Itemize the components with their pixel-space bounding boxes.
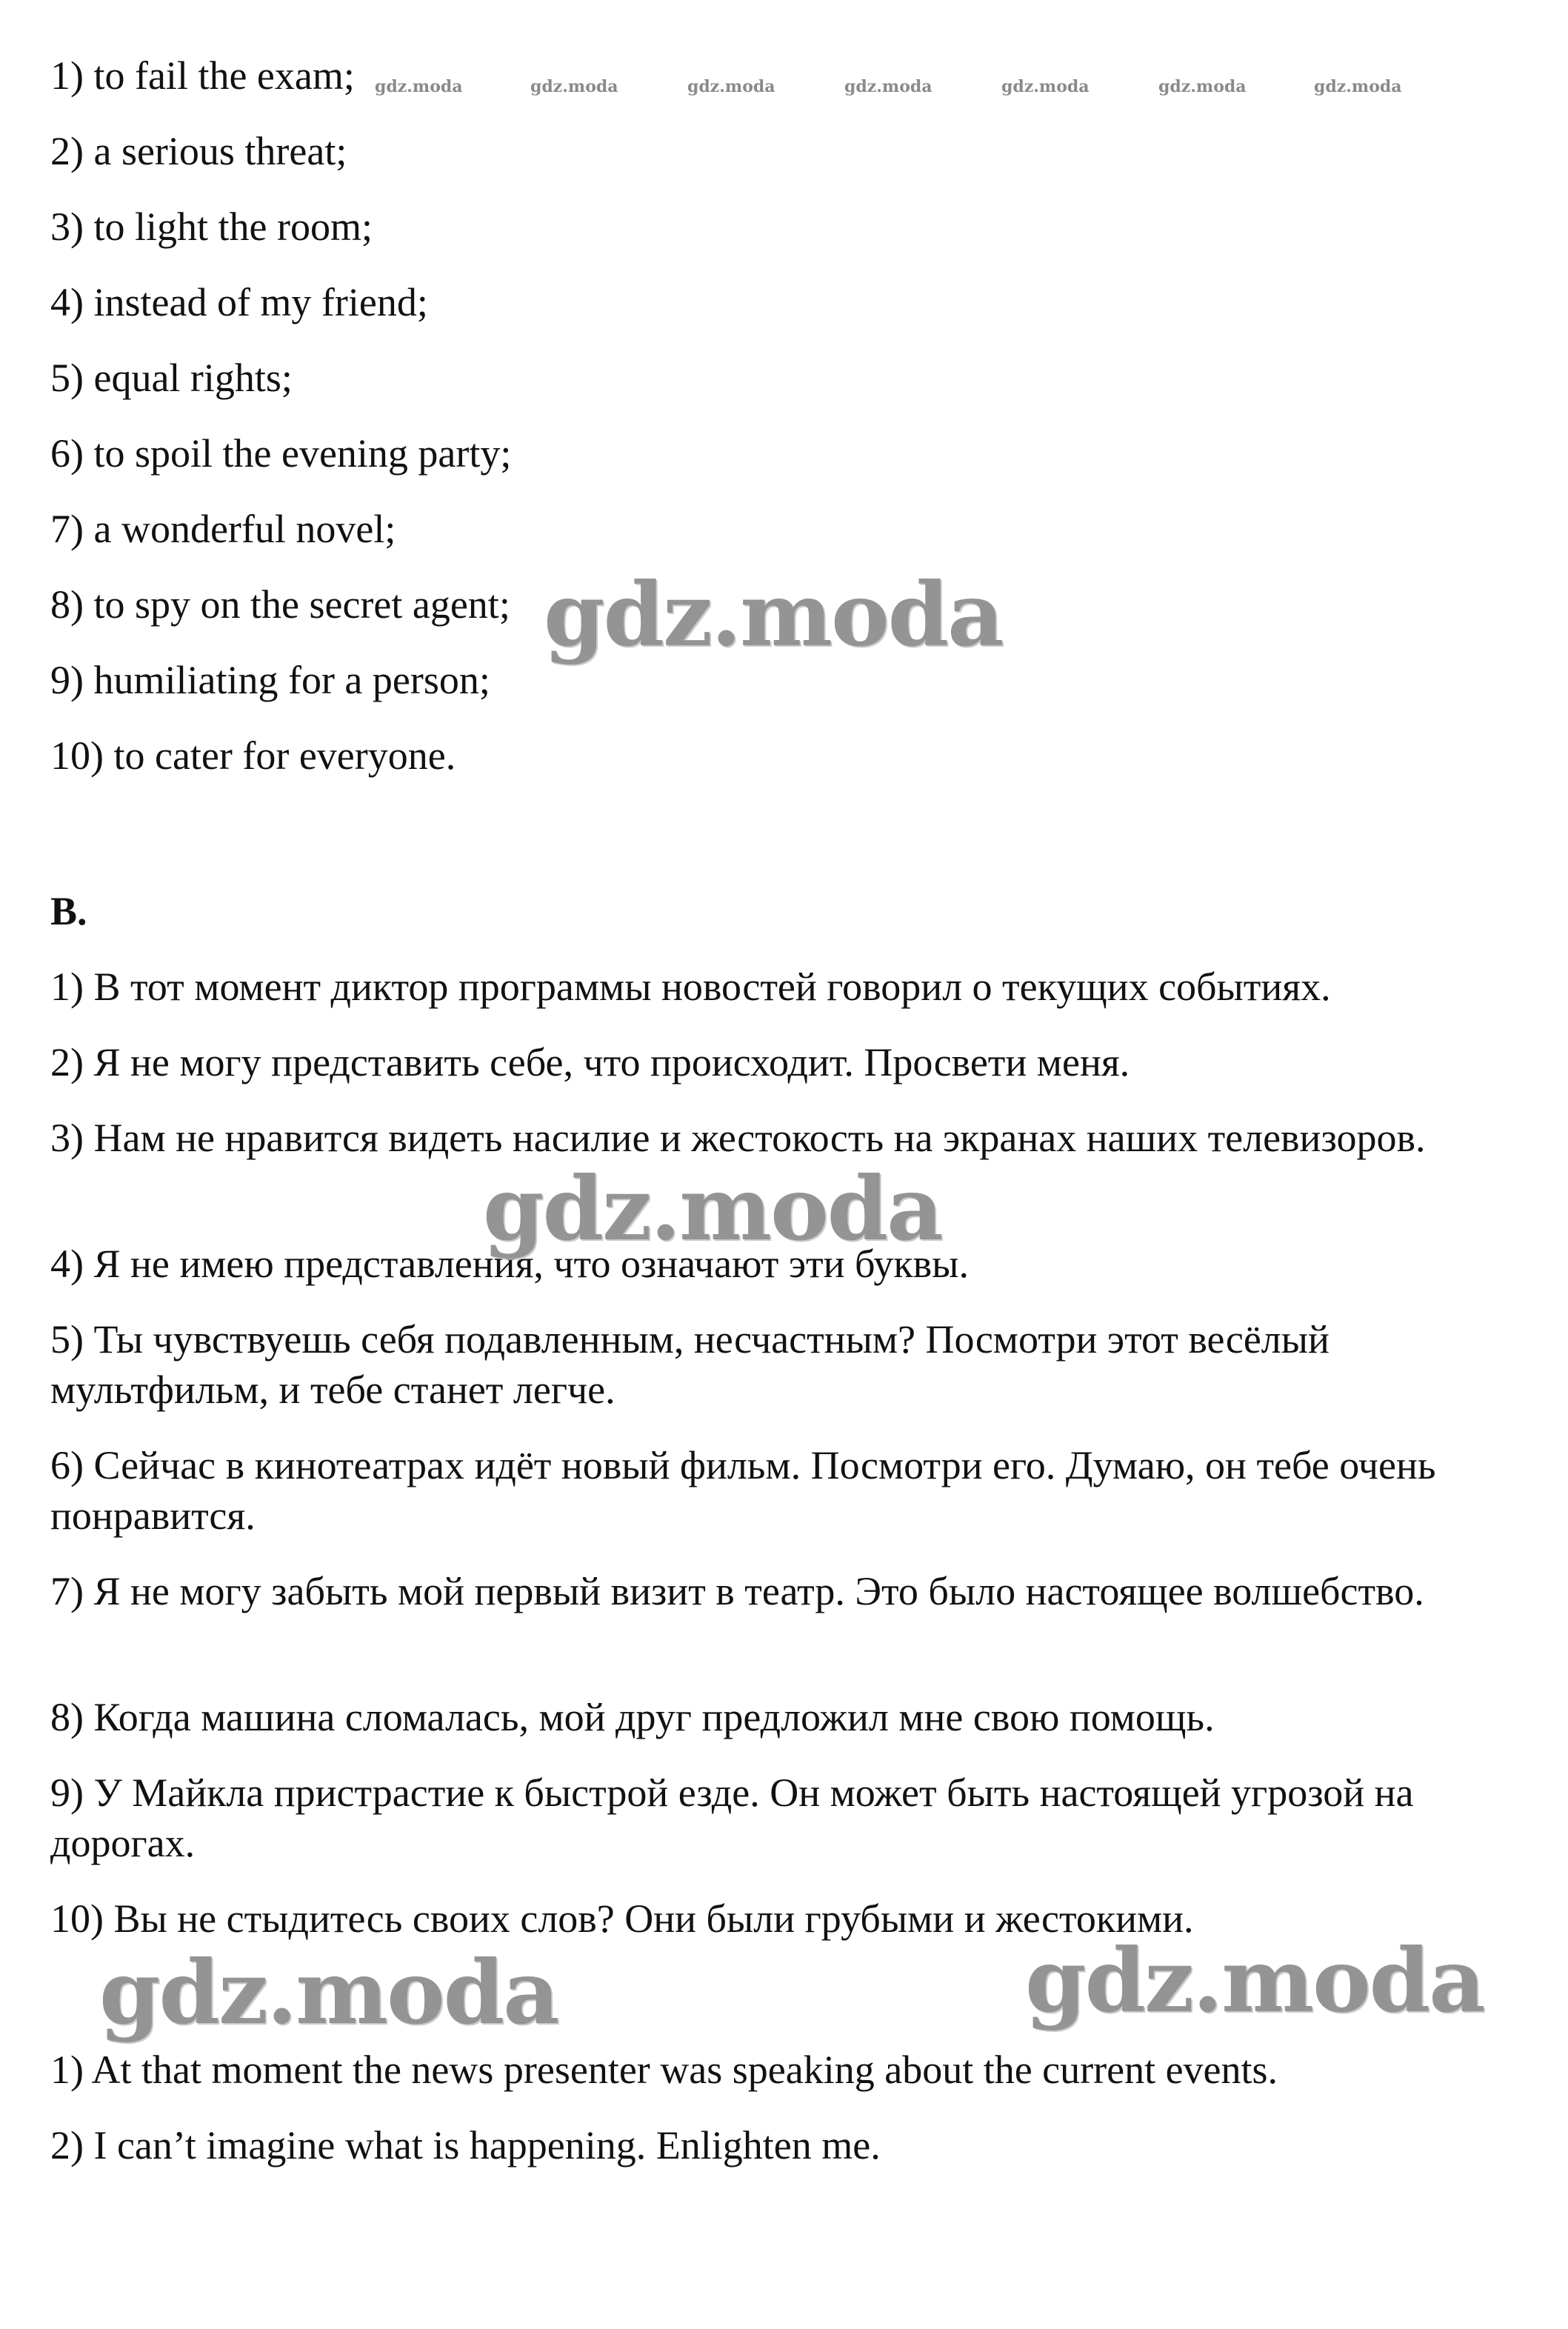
list-item: 3) Нам не нравится видеть насилие и жестокость на экранах наших телевизоров. <box>50 1116 1426 1160</box>
watermark-small: gdz.moda <box>1314 77 1402 96</box>
list-item: 9) У Майкла пристрастие к быстрой езде. Он может быть настоящей угрозой на дорогах. <box>50 1770 1414 1865</box>
watermark-small: gdz.moda <box>687 77 775 96</box>
watermark-small: gdz.moda <box>530 77 618 96</box>
list-item: 2) a serious threat; <box>50 129 347 173</box>
watermark-large: gdz.moda <box>1025 1929 1484 2032</box>
list-item: 7) Я не могу забыть мой первый визит в театр. Это было настоящее волшебство. <box>50 1569 1424 1613</box>
list-item: 1) В тот момент диктор программы новостей говорил о текущих событиях. <box>50 964 1331 1009</box>
list-item: 5) Ты чувствуешь себя подавленным, несчастным? Посмотри этот весёлый мультфильм, и тебе станет легче. <box>50 1317 1330 1412</box>
watermark-small: gdz.moda <box>1158 77 1247 96</box>
list-item: 6) Сейчас в кинотеатрах идёт новый фильм. Посмотри его. Думаю, он тебе очень понравится. <box>50 1443 1436 1538</box>
watermark-large: gdz.moda <box>99 1941 558 2044</box>
list-item: 2) Я не могу представить себе, что происходит. Просвети меня. <box>50 1040 1130 1084</box>
list-item: 9) humiliating for a person; <box>50 658 490 702</box>
list-item: 1) to fail the exam; <box>50 53 355 98</box>
list-item: 1) At that moment the news presenter was speaking about the current events. <box>50 2048 1278 2092</box>
list-item: 4) Я не имею представления, что означают эти буквы. <box>50 1242 969 1286</box>
list-item: 7) a wonderful novel; <box>50 507 396 551</box>
list-item: 2) I can’t imagine what is happening. Enlighten me. <box>50 2123 881 2168</box>
list-item: 5) equal rights; <box>50 356 293 400</box>
section-heading: B. <box>50 889 87 933</box>
list-item: 6) to spoil the evening party; <box>50 431 512 476</box>
list-item: 8) to spy on the secret agent; <box>50 582 510 627</box>
watermark-small: gdz.moda <box>1001 77 1090 96</box>
watermark-large: gdz.moda <box>483 1157 942 1260</box>
list-item: 10) to cater for everyone. <box>50 733 456 778</box>
watermark-small: gdz.moda <box>844 77 933 96</box>
list-item: 10) Вы не стыдитесь своих слов? Они были грубыми и жестокими. <box>50 1896 1194 1941</box>
watermark-small: gdz.moda <box>375 77 463 96</box>
list-item: 8) Когда машина сломалась, мой друг предложил мне свою помощь. <box>50 1695 1215 1739</box>
watermark-large: gdz.moda <box>544 563 1003 666</box>
list-item: 3) to light the room; <box>50 204 373 249</box>
list-item: 4) instead of my friend; <box>50 280 428 324</box>
